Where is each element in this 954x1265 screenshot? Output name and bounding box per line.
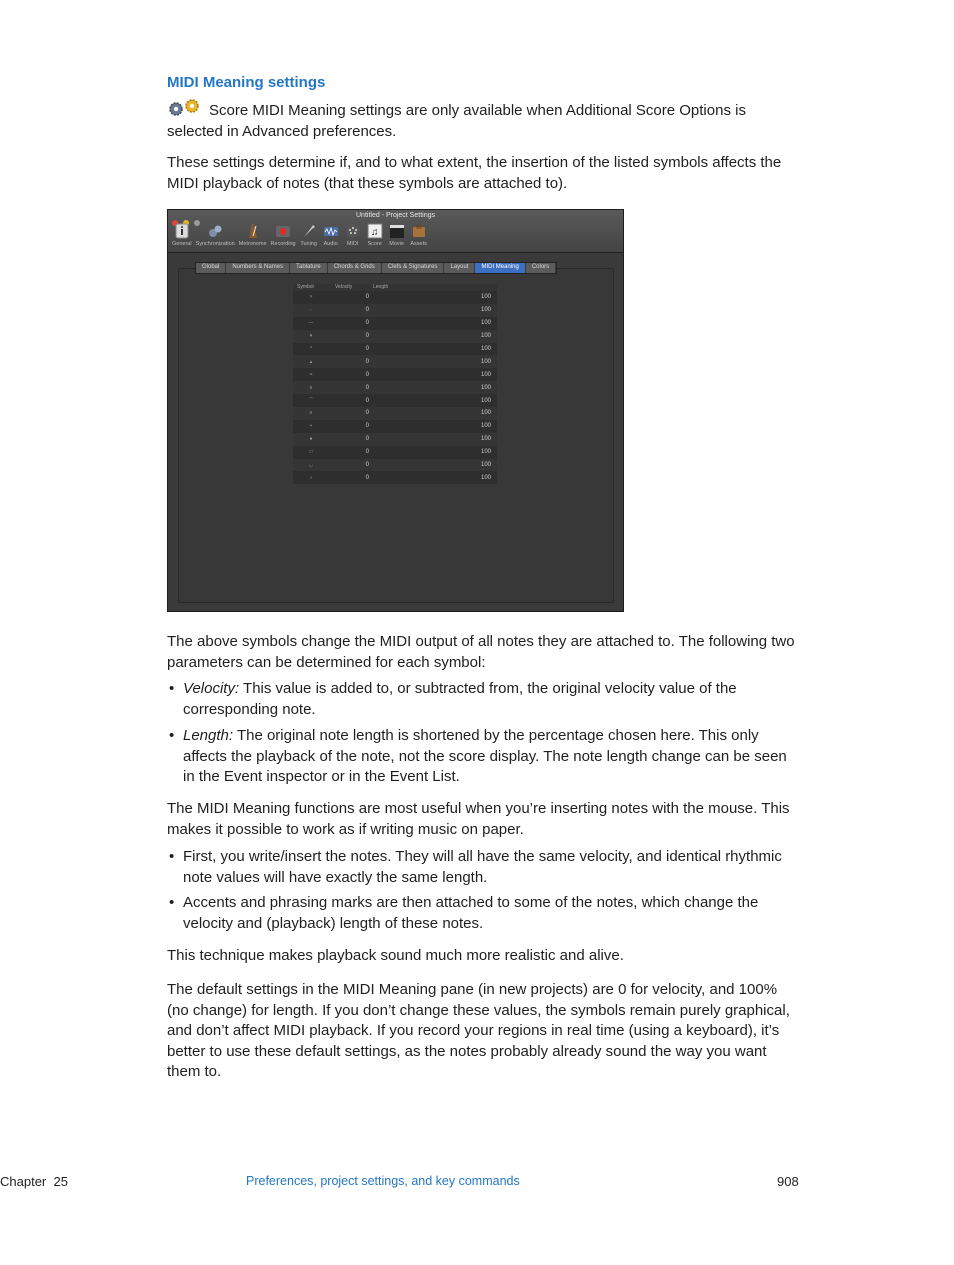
settings-tabs [195,262,557,274]
symbol-cell: + [309,423,313,430]
sync-icon [206,222,224,240]
length-cell[interactable]: 100 [480,397,491,404]
toolbar-item-label: MIDI [346,241,359,247]
symbol-cell: ⌒ [308,398,314,405]
toolbar-item-movie[interactable] [388,222,406,247]
length-cell[interactable]: 100 [480,449,491,456]
toolbar-item-recording[interactable] [271,222,296,247]
toolbar-item-label: Synchronization [195,241,235,247]
length-cell[interactable]: 100 [480,358,491,365]
bullet-velocity [167,679,797,720]
velocity-cell[interactable]: 0 [365,294,369,301]
score-icon [366,222,384,240]
page-number: 908 [777,1174,799,1189]
intro-paragraph [167,99,797,142]
symbol-cell: ▴ [309,358,313,365]
toolbar-item-assets[interactable] [410,222,428,247]
bullet-accents [167,893,797,934]
midi-meaning-table [293,284,497,484]
symbol-cell: ∨ [309,384,313,391]
audio-icon [322,222,340,240]
col-velocity: Velocity [335,284,353,290]
tuning-icon [300,222,318,240]
table-row[interactable] [293,420,497,433]
section-heading: MIDI Meaning settings [167,74,326,91]
velocity-cell[interactable]: 0 [365,423,369,430]
velocity-cell[interactable]: 0 [365,397,369,404]
footer-chapter: Chapter 25 [0,1174,68,1189]
metronome-icon [244,222,262,240]
symbol-cell: ● [309,436,313,443]
svg-text:♫: ♫ [370,227,379,238]
length-cell[interactable]: 100 [480,423,491,430]
length-cell[interactable]: 100 [480,320,491,327]
tab-numbers-names[interactable]: Numbers & Names [226,263,290,273]
toolbar-item-metronome[interactable] [239,222,267,247]
table-row[interactable] [293,433,497,446]
paragraph-5: The default settings in the MIDI Meaning pane (in new projects) are 0 for velocity, and 100% (no change) for length. If you don’t change these values, the symbols remain purely graphical, and don’t affect MIDI playback. If you record your regions in real time (using a keyboard), it’s better to use these default settings, as the notes probably already sound the way you want them to. [167,981,790,1080]
length-cell[interactable]: 100 [480,436,491,443]
bullet-dot: • [169,848,175,865]
velocity-cell[interactable]: 0 [365,307,369,314]
velocity-cell[interactable]: 0 [365,449,369,456]
toolbar-item-label: Assets [410,241,427,247]
symbol-cell: — [308,320,314,327]
symbol-cell: > [309,294,313,301]
footer-chapter-link[interactable]: Preferences, project settings, and key commands [246,1174,520,1188]
general-icon [173,222,191,240]
table-row[interactable] [293,459,497,472]
table-row[interactable] [293,381,497,394]
paragraph-1: These settings determine if, and to what extent, the insertion of the listed symbols affects the MIDI playback of notes (that these symbols are attached to). [167,154,782,192]
midi-icon [344,222,362,240]
tab-tablature[interactable]: Tablature [290,263,328,273]
velocity-cell[interactable]: 0 [365,410,369,417]
title-bar [168,210,623,253]
toolbar-item-label: Score [367,241,382,247]
bullet-first [167,847,797,888]
toolbar-item-general[interactable] [172,222,192,247]
length-cell[interactable]: 100 [480,307,491,314]
symbol-cell: · [310,307,312,314]
table-row[interactable] [293,317,497,330]
tab-colors[interactable]: Colors [526,263,556,273]
symbol-cell: ♪ [309,474,313,481]
symbol-cell: ^ [309,346,313,352]
length-cell[interactable]: 100 [480,294,491,301]
paragraph-3: The MIDI Meaning functions are most useful when you’re inserting notes with the mouse. This makes it possible to work as if writing music on paper. [167,800,790,838]
bullet-length [167,726,797,788]
symbol-cell: ◡ [308,462,314,469]
toolbar-item-score[interactable] [366,222,384,247]
window-title: Untitled - Project Settings [356,212,435,219]
bullet-dot: • [169,727,175,744]
term-length: Length: [183,727,234,744]
col-length: Length [373,284,389,290]
movie-icon [388,222,406,240]
table-row[interactable] [293,446,497,459]
desc-length: The original note length is shortened by the percentage chosen here. This only affects the playback of the note, not the score display. The note length change can be seen in the Event inspector or in the Event List. [183,727,787,785]
record-icon [274,222,292,240]
intro-text: Score MIDI Meaning settings are only available when Additional Score Options is selected in Advanced preferences. [167,102,746,140]
length-cell[interactable]: 100 [480,474,491,481]
velocity-cell[interactable]: 0 [365,358,369,365]
velocity-cell[interactable]: 0 [365,474,369,481]
symbol-cell: = [309,371,313,378]
paragraph-2: The above symbols change the MIDI output of all notes they are attached to. The following two parameters can be determined for each symbol: [167,633,795,671]
toolbar-item-label: General [172,241,192,247]
tab-global[interactable]: Global [196,263,226,273]
term-velocity: Velocity: [183,680,240,697]
table-row[interactable] [293,394,497,407]
tab-layout[interactable]: Layout [444,263,475,273]
bullet-accents-text: Accents and phrasing marks are then attached to some of the notes, which change the velocity and (playback) length of these notes. [183,894,759,932]
toolbar-item-tuning[interactable] [300,222,318,247]
tab-chords-grids[interactable]: Chords & Grids [328,263,382,273]
symbol-cell: ▾ [309,333,313,340]
advanced-gears-icon [167,99,203,117]
project-settings-window [167,209,624,612]
symbol-cell: ≡ [309,410,313,417]
velocity-cell[interactable]: 0 [365,384,369,391]
table-row[interactable] [293,304,497,317]
symbol-cell: □ [309,449,313,456]
table-row[interactable] [293,355,497,368]
table-header [293,284,497,291]
toolbar-item-label: Movie [389,241,404,247]
bullet-first-text: First, you write/insert the notes. They will all have the same velocity, and identical rhythmic note values will have exactly the same length. [183,848,782,886]
velocity-cell[interactable]: 0 [365,371,369,378]
length-cell[interactable]: 100 [480,384,491,391]
velocity-cell[interactable]: 0 [365,333,369,340]
paragraph-4: This technique makes playback sound much more realistic and alive. [167,947,624,964]
table-row[interactable] [293,343,497,356]
length-cell[interactable]: 100 [480,333,491,340]
toolbar-item-label: Tuning [300,241,317,247]
assets-icon [410,222,428,240]
desc-velocity: This value is added to, or subtracted from, the original velocity value of the corresponding note. [183,680,737,718]
toolbar-item-midi[interactable] [344,222,362,247]
table-row[interactable] [293,407,497,420]
toolbar-item-label: Audio [323,241,338,247]
toolbar-item-synchronization[interactable] [196,222,235,247]
tab-midi-meaning[interactable]: MIDI Meaning [475,263,525,273]
length-cell[interactable]: 100 [480,346,491,352]
toolbar-item-label: Metronome [238,241,267,247]
bullet-dot: • [169,894,175,911]
tab-clefs-signatures[interactable]: Clefs & Signatures [382,263,445,273]
table-row[interactable] [293,368,497,381]
velocity-cell[interactable]: 0 [365,346,369,352]
toolbar-item-label: Recording [270,241,296,247]
col-symbol: Symbol [297,284,314,290]
length-cell[interactable]: 100 [480,371,491,378]
length-cell[interactable]: 100 [480,462,491,469]
table-row[interactable] [293,291,497,304]
toolbar-item-audio[interactable] [322,222,340,247]
settings-toolbar [172,222,432,247]
velocity-cell[interactable]: 0 [365,436,369,443]
table-row[interactable] [293,330,497,343]
length-cell[interactable]: 100 [480,410,491,417]
velocity-cell[interactable]: 0 [365,320,369,327]
velocity-cell[interactable]: 0 [365,462,369,469]
table-row[interactable] [293,471,497,484]
bullet-dot: • [169,680,175,697]
